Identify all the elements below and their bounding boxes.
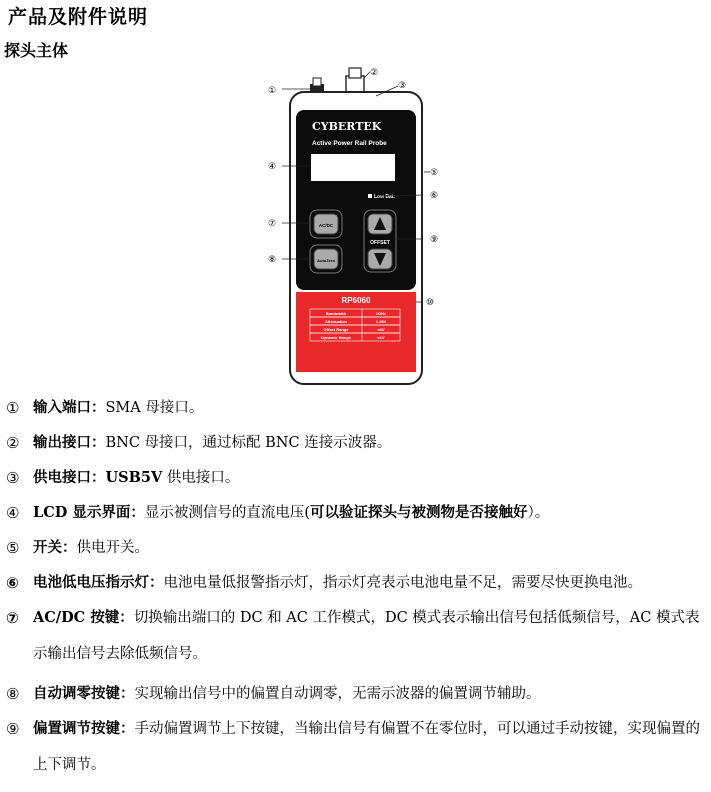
item-number: ③ bbox=[6, 469, 20, 487]
spec-value: ±1V bbox=[377, 334, 385, 340]
item-text: 实现输出信号中的偏置自动调零，无需示波器的偏置调节辅助。 bbox=[134, 686, 541, 702]
item-label: 供电接口：USB5V bbox=[33, 469, 163, 486]
item-label: AC/DC 按键： bbox=[33, 609, 134, 626]
spec-value: ±6V bbox=[377, 326, 385, 332]
item-number: ⑧ bbox=[6, 685, 20, 703]
callout-1: ① bbox=[268, 86, 277, 96]
item-emphasis: 可以验证探头与被测物是否接触好 bbox=[310, 504, 528, 521]
item-label: 电池低电压指示灯： bbox=[33, 574, 164, 591]
list-item bbox=[6, 535, 706, 561]
list-item bbox=[6, 430, 706, 456]
low-bat-label: Low Bat. bbox=[374, 194, 395, 200]
list-item bbox=[6, 605, 706, 672]
list-item bbox=[6, 570, 706, 596]
list-item bbox=[6, 500, 706, 526]
callout-3: ③ bbox=[398, 81, 407, 91]
callout-5: ⑤ bbox=[430, 168, 439, 178]
item-label: 自动调零按键： bbox=[33, 685, 135, 702]
item-text: SMA 母接口。 bbox=[105, 400, 204, 416]
list-item bbox=[6, 465, 706, 491]
item-number: ② bbox=[6, 434, 20, 452]
item-number: ⑦ bbox=[6, 609, 19, 627]
component-list bbox=[6, 395, 706, 792]
item-label: LCD 显示界面： bbox=[33, 504, 145, 521]
item-number: ① bbox=[6, 399, 20, 417]
item-number: ⑥ bbox=[6, 574, 19, 592]
callout-8: ⑧ bbox=[268, 255, 277, 265]
model-label: RP6060 bbox=[341, 296, 371, 305]
item-text: 供电开关。 bbox=[76, 540, 149, 556]
callout-10: ⑩ bbox=[426, 298, 435, 308]
offset-label: OFFSET bbox=[370, 240, 390, 246]
callout-7: ⑦ bbox=[268, 219, 277, 229]
item-label: 偏置调节按键： bbox=[33, 720, 135, 737]
autozero-button-label: AutoZero bbox=[317, 258, 335, 263]
item-text: 供电接口。 bbox=[162, 470, 240, 486]
acdc-button-label: AC/DC bbox=[318, 223, 334, 228]
item-label: 输出接口： bbox=[33, 434, 106, 451]
item-number: ⑨ bbox=[6, 720, 20, 738]
callout-4: ④ bbox=[268, 162, 277, 172]
item-text: 手动偏置调节上下按键，当输出信号有偏置不在零位时，可以通过手动按键，实现偏置的上下调节。 bbox=[33, 721, 700, 773]
item-text: 切换输出端口的 DC 和 AC 工作模式，DC 模式表示输出信号包括低频信号，AC 模式表示输出信号去除低频信号。 bbox=[33, 610, 700, 662]
spec-key: Offset Range bbox=[323, 326, 349, 332]
item-text: 显示被测信号的直流电压( bbox=[144, 505, 311, 521]
item-number: ⑤ bbox=[6, 539, 20, 557]
spec-key: Dynamic Range bbox=[320, 334, 352, 340]
page-title: 产品及附件说明 bbox=[8, 6, 149, 28]
spec-key: Bandwidth bbox=[325, 310, 347, 316]
spec-value: 1.25X bbox=[375, 318, 387, 324]
product-label: Active Power Rail Probe bbox=[312, 140, 387, 147]
low-bat-led bbox=[368, 194, 372, 198]
item-label: 输入端口： bbox=[33, 399, 106, 416]
item-text-end: ）。 bbox=[527, 505, 550, 521]
section-title: 探头主体 bbox=[4, 41, 69, 60]
list-item bbox=[6, 395, 706, 421]
item-number: ④ bbox=[6, 504, 20, 522]
brand-label: CYBERTEK bbox=[312, 120, 382, 133]
list-item bbox=[6, 716, 706, 783]
spec-value: 1GHz bbox=[375, 310, 387, 316]
callout-9: ⑨ bbox=[430, 235, 439, 245]
item-text: 电池电量低报警指示灯，指示灯亮表示电池电量不足，需要尽快更换电池。 bbox=[163, 575, 642, 591]
item-text: BNC 母接口，通过标配 BNC 连接示波器。 bbox=[105, 435, 392, 451]
callout-6: ⑥ bbox=[430, 191, 439, 201]
lcd-display bbox=[311, 154, 395, 181]
spec-key: Attenuation bbox=[324, 318, 348, 324]
list-item bbox=[6, 681, 706, 707]
probe-diagram bbox=[258, 62, 448, 387]
callout-2: ② bbox=[370, 68, 379, 78]
item-label: 开关： bbox=[33, 539, 77, 556]
